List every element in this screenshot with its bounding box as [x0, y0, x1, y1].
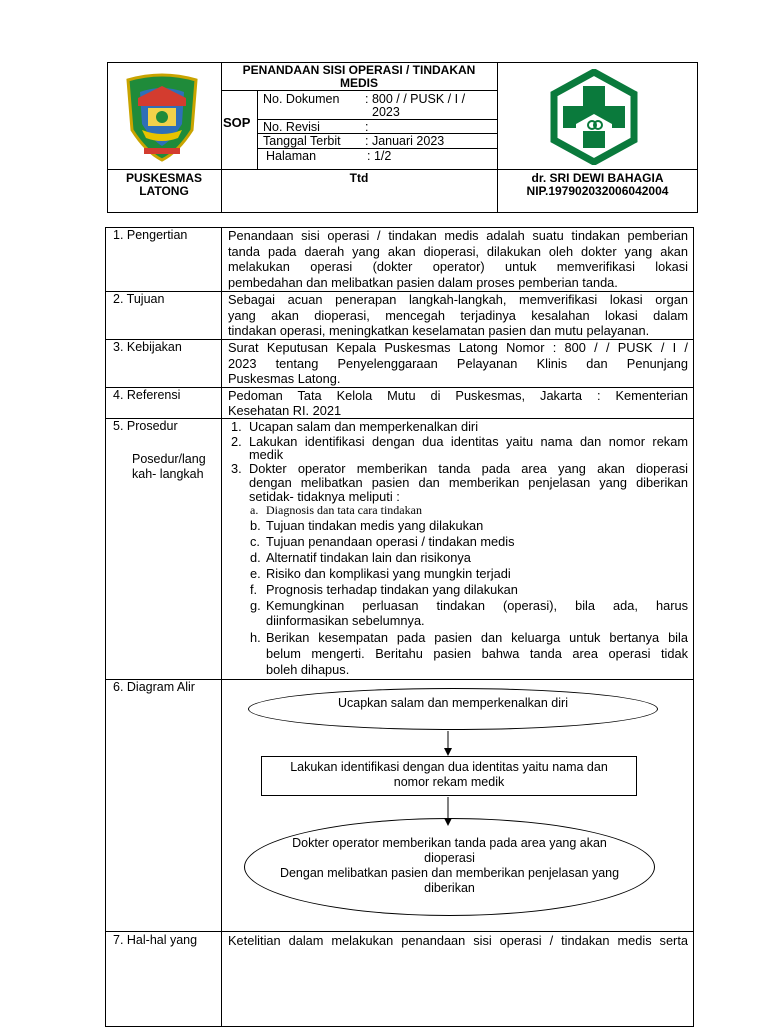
flow-node-marking-line3: Dengan melibatkan pasien dan memberikan penjelasan yang [279, 866, 620, 880]
tujuan-line: Sebagai acuan penerapan langkah-langkah, memverifikasi lokasi organ [228, 292, 688, 307]
step-number: 3. [231, 461, 242, 476]
section-label-kebijakan: 3. Kebijakan [113, 340, 182, 354]
flow-node-marking [244, 818, 655, 916]
hal-line: Ketelitian dalam melakukan penandaan sisi operasi / tindakan medis serta [228, 933, 688, 948]
referensi-line: Pedoman Tata Kelola Mutu di Puskesmas, Jakarta : Kementerian [228, 388, 688, 403]
referensi-line: Kesehatan RI. 2021 [228, 403, 342, 418]
issue-date-label: Tanggal Terbit [263, 134, 341, 148]
regional-emblem-logo [118, 68, 206, 164]
flow-node-identification-line1: Lakukan identifikasi dengan dua identitas yaitu nama dan [290, 760, 608, 774]
prosedur-sublabel: Posedur/lang [132, 452, 206, 466]
signature-label: Ttd [349, 171, 369, 185]
subitem-letter: h. [250, 630, 261, 645]
head-nip: NIP.197902032006042004 [526, 184, 669, 198]
subitem-letter: b. [250, 518, 261, 533]
section-label-pengertian: 1. Pengertian [113, 228, 188, 242]
pengertian-line: pembedahan dan melibatkan pasien dalam proses pemberian tanda. [228, 274, 618, 290]
flow-node-marking-line1: Dokter operator memberikan tanda pada area yang akan [292, 836, 607, 850]
subitem-letter: e. [250, 566, 261, 581]
kebijakan-line: Puskesmas Latong. [228, 371, 341, 386]
step-text: Dokter operator memberikan tanda pada area yang akan dioperasi [249, 461, 688, 476]
subitem-letter: f. [250, 582, 258, 597]
pengertian-line: melakukan operasi (dokter operator) untuk memverifikasi lokasi [228, 259, 688, 274]
revision-value: : [365, 120, 369, 134]
kebijakan-line: 2023 tentang Penyelenggaraan Pelayanan Klinis dan Penunjang [228, 355, 688, 371]
subitem-text: diinformasikan sebelumnya. [266, 613, 425, 628]
subitem-text: Risiko dan komplikasi yang mungkin terjadi [266, 566, 511, 581]
subitem-text: Tujuan tindakan medis yang dilakukan [266, 518, 484, 533]
subitem-text: boleh dihapus. [266, 662, 350, 677]
pengertian-line: Penandaan sisi operasi / tindakan medis adalah suatu tindakan pemberian [228, 228, 688, 243]
subitem-text: Tujuan penandaan operasi / tindakan medis [266, 534, 515, 549]
section-label-hal: 7. Hal-hal yang [113, 933, 198, 947]
kebijakan-line: Surat Keputusan Kepala Puskesmas Latong Nomor : 800 / / PUSK / I / [228, 340, 688, 355]
org-name-line2: LATONG [139, 184, 189, 198]
puskesmas-cross-logo [548, 69, 640, 165]
subitem-text: Berikan kesempatan pada pasien dan keluarga untuk bertanya bila [266, 630, 688, 645]
revision-label: No. Revisi [263, 120, 320, 134]
step-text: Lakukan identifikasi dengan dua identitas yaitu nama dan nomor rekam [249, 434, 688, 449]
doc-no-label: No. Dokumen [263, 92, 340, 106]
step-text: medik [249, 447, 284, 462]
flow-node-greeting [248, 688, 658, 730]
prosedur-sublabel: kah- langkah [132, 467, 204, 481]
flow-node-marking-line4: diberikan [424, 881, 475, 895]
step-text: setidak- tidaknya meliputi : [249, 489, 400, 504]
head-name: dr. SRI DEWI BAHAGIA [531, 171, 664, 185]
subitem-letter: d. [250, 550, 261, 565]
org-name-line1: PUSKESMAS [125, 171, 202, 185]
section-label-diagram: 6. Diagram Alir [113, 680, 195, 694]
subitem-letter: c. [250, 534, 260, 549]
flow-arrow [442, 731, 454, 757]
page-label: Halaman [266, 149, 317, 163]
subitem-text: Alternatif tindakan lain dan risikonya [266, 550, 471, 565]
flow-node-greeting-text: Ucapkan salam dan memperkenalkan diri [338, 696, 568, 710]
tujuan-line: tindakan operasi, meningkatkan keselamatan pasien dan mutu pelayanan. [228, 323, 650, 338]
subitem-text: Kemungkinan perluasan tindakan (operasi), bila ada, harus [266, 598, 688, 613]
page-value: : 1/2 [367, 149, 392, 163]
section-label-tujuan: 2. Tujuan [113, 292, 165, 306]
section-label-prosedur: 5. Prosedur [113, 419, 178, 433]
header-title-line1: PENANDAAN SISI OPERASI / TINDAKAN [242, 63, 476, 77]
tujuan-line: yang akan dioperasi, mencegah terjadinya kesalahan lokasi dalam [228, 307, 688, 323]
section-label-referensi: 4. Referensi [113, 388, 181, 402]
doc-no-year: 2023 [372, 105, 400, 119]
subitem-letter: g. [250, 598, 261, 613]
header-title-line2: MEDIS [339, 76, 378, 90]
flow-node-identification-line2: nomor rekam medik [393, 775, 505, 789]
doc-no-value: : 800 / / PUSK / I / [365, 92, 466, 106]
pengertian-line: tanda pada daerah yang akan dioperasi, dilakukan oleh dokter yang akan [228, 243, 688, 259]
subitem-text: belum mengerti. Beritahu pasien bahwa tanda area operasi tidak [266, 646, 688, 661]
subitem-letter: a. [250, 503, 259, 517]
step-number: 2. [231, 434, 242, 449]
subitem-text: Diagnosis dan tata cara tindakan [266, 503, 422, 517]
flow-node-identification [261, 756, 637, 796]
step-text: dengan melibatkan pasien dan memberikan penjelasan yang diberikan [249, 475, 688, 490]
step-text: Ucapan salam dan memperkenalkan diri [249, 419, 479, 434]
step-number: 1. [231, 419, 242, 434]
sop-label: SOP [223, 115, 251, 130]
issue-date-value: : Januari 2023 [365, 134, 445, 148]
subitem-text: Prognosis terhadap tindakan yang dilakukan [266, 582, 518, 597]
flow-node-marking-line2: dioperasi [424, 851, 475, 865]
